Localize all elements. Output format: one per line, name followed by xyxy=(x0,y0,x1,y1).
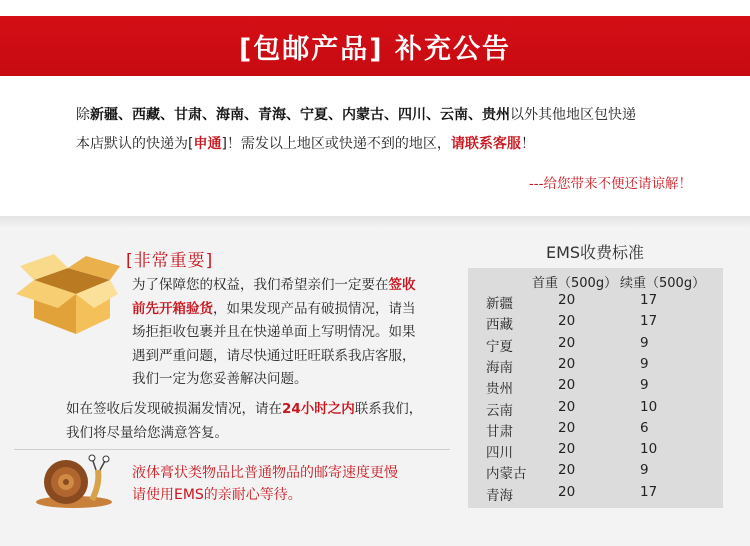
ems-region-cell: 甘肃 xyxy=(486,423,513,440)
inspection-line-5: 我们一定为您妥善解决问题。 xyxy=(132,371,308,387)
notice-middle: ]！需发以上地区或快递不到的地区， xyxy=(221,136,451,152)
ems-first-cell: 20 xyxy=(558,398,576,415)
liquid-line-1: 液体膏状类物品比普通物品的邮寄速度更慢 xyxy=(132,465,398,481)
ems-region-cell: 四川 xyxy=(486,445,513,462)
table-row xyxy=(468,420,723,441)
damage-text: 如在签收后发现破损漏发情况，请在 xyxy=(66,401,282,417)
inspection-line-3: 场拒拒收包裹并且在快递单面上写明情况。如果 xyxy=(132,324,416,340)
ems-extra-cell: 6 xyxy=(640,419,649,436)
notice-courier-prefix: 本店默认的快递为[ xyxy=(76,136,194,152)
shipping-notice xyxy=(0,76,750,216)
damage-paragraph xyxy=(66,398,422,445)
inspection-text: ，如果发现产品有破损情况，请当 xyxy=(213,300,416,317)
ems-region-cell: 宁夏 xyxy=(486,338,513,355)
ems-first-cell: 20 xyxy=(558,462,576,479)
ems-extra-cell: 10 xyxy=(640,398,658,415)
ems-col-first: 首重（500g） xyxy=(532,276,618,291)
notice-courier: 申通 xyxy=(193,136,222,152)
damage-line-1 xyxy=(66,398,422,422)
content-divider xyxy=(14,449,450,450)
table-row xyxy=(468,313,723,334)
ems-region-cell: 内蒙古 xyxy=(486,466,527,483)
damage-line-2: 我们将尽量给您满意答复。 xyxy=(66,424,228,441)
ems-first-cell: 20 xyxy=(558,441,576,458)
snail-icon xyxy=(34,454,114,510)
table-row xyxy=(468,335,723,356)
notice-contact-service: 请联系客服 xyxy=(450,136,521,152)
inspection-paragraph xyxy=(132,274,416,392)
lower-section xyxy=(0,230,750,546)
table-row xyxy=(468,441,723,462)
ems-first-cell: 20 xyxy=(558,419,576,436)
damage-deadline: 24小时之内 xyxy=(282,401,355,417)
header-banner xyxy=(0,16,750,76)
ems-region-cell: 西藏 xyxy=(486,317,513,334)
ems-rate-table xyxy=(468,268,723,508)
inspection-line-1 xyxy=(132,274,416,298)
ems-extra-cell: 17 xyxy=(640,292,658,308)
inspection-line-4: 遇到严重问题，请尽快通过旺旺联系我店客服， xyxy=(132,347,416,364)
table-row xyxy=(468,356,723,377)
ems-extra-cell: 9 xyxy=(640,377,649,394)
ems-region-cell: 新疆 xyxy=(486,296,513,312)
notice-signoff: ---给您带来不便还请谅解！ xyxy=(528,176,692,192)
notice-suffix: 以外其他地区包快递 xyxy=(510,107,636,123)
ems-first-cell: 20 xyxy=(558,334,576,351)
liquid-notice xyxy=(132,462,398,506)
ems-first-cell: 20 xyxy=(558,313,576,330)
banner-title: [包邮产品] 补充公告 xyxy=(238,33,512,65)
table-row xyxy=(468,462,723,483)
ems-col-extra: 续重（500g） xyxy=(620,276,706,291)
important-title: [非常重要] xyxy=(126,251,214,271)
notice-line-1 xyxy=(76,104,636,124)
ems-region-cell: 云南 xyxy=(486,402,513,419)
notice-regions: 新疆、西藏、甘肃、海南、青海、宁夏、内蒙古、四川、云南、贵州 xyxy=(90,107,510,123)
inspection-text: 为了保障您的权益，我们希望亲们一定要在 xyxy=(132,277,389,293)
notice-prefix: 除 xyxy=(76,107,90,123)
table-row xyxy=(468,484,723,505)
inspection-highlight: 签收 xyxy=(388,277,416,293)
table-row xyxy=(468,377,723,398)
section-divider xyxy=(0,216,750,230)
ems-region-cell: 海南 xyxy=(486,359,513,376)
ems-extra-cell: 9 xyxy=(640,462,649,479)
ems-extra-cell: 17 xyxy=(640,313,658,330)
ems-region-cell: 青海 xyxy=(486,487,513,504)
liquid-line-2: 请使用EMS的亲耐心等待。 xyxy=(132,487,302,503)
ems-first-cell: 20 xyxy=(558,377,576,394)
ems-extra-cell: 10 xyxy=(640,441,658,458)
ems-region-cell: 贵州 xyxy=(486,381,513,398)
notice-line-2 xyxy=(76,133,535,153)
ems-extra-cell: 9 xyxy=(640,355,649,372)
ems-first-cell: 20 xyxy=(558,292,576,308)
damage-text: 联系我们， xyxy=(354,401,423,417)
inspection-line-2 xyxy=(132,298,416,322)
inspection-highlight: 前先开箱验货 xyxy=(132,300,213,317)
open-box-icon xyxy=(14,250,122,336)
ems-title: EMS收费标准 xyxy=(545,243,645,262)
notice-end: ！ xyxy=(520,136,535,152)
ems-extra-cell: 17 xyxy=(640,483,658,500)
table-row xyxy=(468,399,723,420)
ems-first-cell: 20 xyxy=(558,355,576,372)
ems-first-cell: 20 xyxy=(558,483,576,500)
ems-extra-cell: 9 xyxy=(640,334,649,351)
table-row xyxy=(468,292,723,313)
